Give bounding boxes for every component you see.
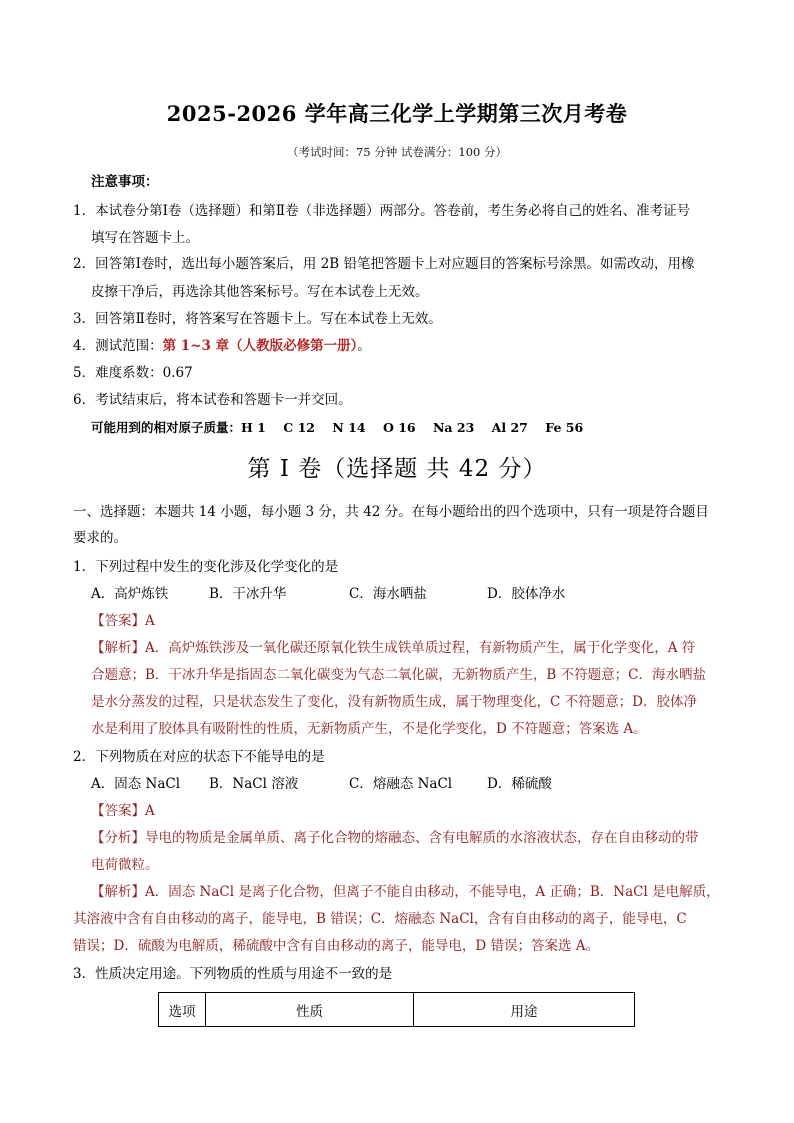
question-2-stem: 2．下列物质在对应的状态下不能导电的是 — [73, 749, 325, 765]
question-2-fenxi-line-2: 电荷微粒。 — [91, 857, 159, 873]
option-d: D．胶体净水 — [487, 586, 566, 602]
notice-item-2-cont: 皮擦干净后，再选涂其他答案标号。写在本试卷上无效。 — [91, 284, 429, 300]
question-3-table — [158, 992, 635, 1027]
exam-title: 2025-2026 学年高三化学上学期第三次月考卷 — [166, 101, 628, 126]
notice-item-1: 1．本试卷分第Ⅰ卷（选择题）和第Ⅱ卷（非选择题）两部分。答卷前，考生务必将自己的姓名、准考证号 — [73, 203, 691, 219]
notice-item-6: 6．考试结束后，将本试卷和答题卡一并交回。 — [73, 392, 352, 408]
option-a: A．高炉炼铁 — [91, 586, 169, 602]
notice-item-1-cont: 填写在答题卡上。 — [91, 230, 199, 246]
question-2-options — [91, 774, 552, 794]
notice-item-5: 5．难度系数：0.67 — [73, 365, 193, 381]
notice-item-2: 2．回答第Ⅰ卷时，选出每小题答案后，用 2B 铅笔把答题卡上对应题目的答案标号涂黑。如需改动，用橡 — [73, 256, 695, 272]
option-a: A．固态 NaCl — [91, 776, 181, 792]
notice-item-4: 4．测试范围：第 1~3 章（人教版必修第一册）。 — [73, 338, 371, 354]
notice-heading: 注意事项： — [91, 174, 159, 190]
question-1-answer: 【答案】A — [91, 613, 155, 629]
option-c: C．海水晒盐 — [349, 586, 427, 602]
table-header-option: 选项 — [159, 993, 206, 1027]
question-1-analysis-line-1: 【解析】A．高炉炼铁涉及一氧化碳还原氧化铁生成铁单质过程，有新物质产生，属于化学变化，A 符 — [91, 640, 696, 656]
question-2-analysis-line-2: 其溶液中含有自由移动的离子，能导电，B 错误；C．熔融态 NaCl，含有自由移动的离子，能导电，C — [73, 911, 687, 927]
test-range-highlight: 第 1~3 章（人教版必修第一册） — [162, 338, 358, 354]
notice-item-3: 3．回答第Ⅱ卷时，将答案写在答题卡上。写在本试卷上无效。 — [73, 311, 442, 327]
question-3-stem: 3．性质决定用途。下列物质的性质与用途不一致的是 — [73, 966, 393, 982]
section-intro-line-2: 要求的。 — [73, 530, 127, 546]
option-d: D．稀硫酸 — [487, 776, 552, 792]
question-2-analysis-line-1: 【解析】A．固态 NaCl 是离子化合物，但离子不能自由移动，不能导电，A 正确；B．NaCl 是电解质， — [91, 884, 720, 900]
option-b: B．NaCl 溶液 — [209, 776, 299, 792]
question-1-analysis-line-2: 合题意；B．干冰升华是指固态二氧化碳变为气态二氧化碳，无新物质产生，B 不符题意；C．海水晒盐 — [91, 667, 706, 683]
table-header-property: 性质 — [206, 993, 414, 1027]
section-title: 第 I 卷（选择题 共 42 分） — [247, 456, 547, 482]
option-b: B．干冰升华 — [209, 586, 287, 602]
question-1-stem: 1．下列过程中发生的变化涉及化学变化的是 — [73, 559, 339, 575]
option-c: C．熔融态 NaCl — [349, 776, 453, 792]
question-2-fenxi-line-1: 【分析】导电的物质是金属单质、离子化合物的熔融态、含有电解质的水溶液状态，存在自由移动的带 — [91, 830, 699, 846]
section-intro-line-1: 一、选择题：本题共 14 小题，每小题 3 分，共 42 分。在每小题给出的四个选项中，只有一项是符合题目 — [73, 504, 709, 520]
table-header-use: 用途 — [414, 993, 635, 1027]
question-1-analysis-line-3: 是水分蒸发的过程，只是状态发生了变化，没有新物质生成，属于物理变化，C 不符题意；D．胶体净 — [91, 694, 697, 710]
question-1-options — [91, 584, 565, 604]
question-2-analysis-line-3: 错误；D．硫酸为电解质，稀硫酸中含有自由移动的离子，能导电，D 错误；答案选 A。 — [73, 938, 599, 954]
atomic-masses: 可能用到的相对原子质量：H 1 C 12 N 14 O 16 Na 23 Al 27 Fe 56 — [91, 420, 584, 435]
exam-subtitle: （考试时间：75 分钟 试卷满分：100 分） — [286, 145, 508, 159]
question-2-answer: 【答案】A — [91, 803, 155, 819]
question-1-analysis-line-4: 水是利用了胶体具有吸附性的性质，无新物质产生，不是化学变化，D 不符题意；答案选 A。 — [91, 721, 647, 737]
table-header-row — [159, 993, 635, 1027]
